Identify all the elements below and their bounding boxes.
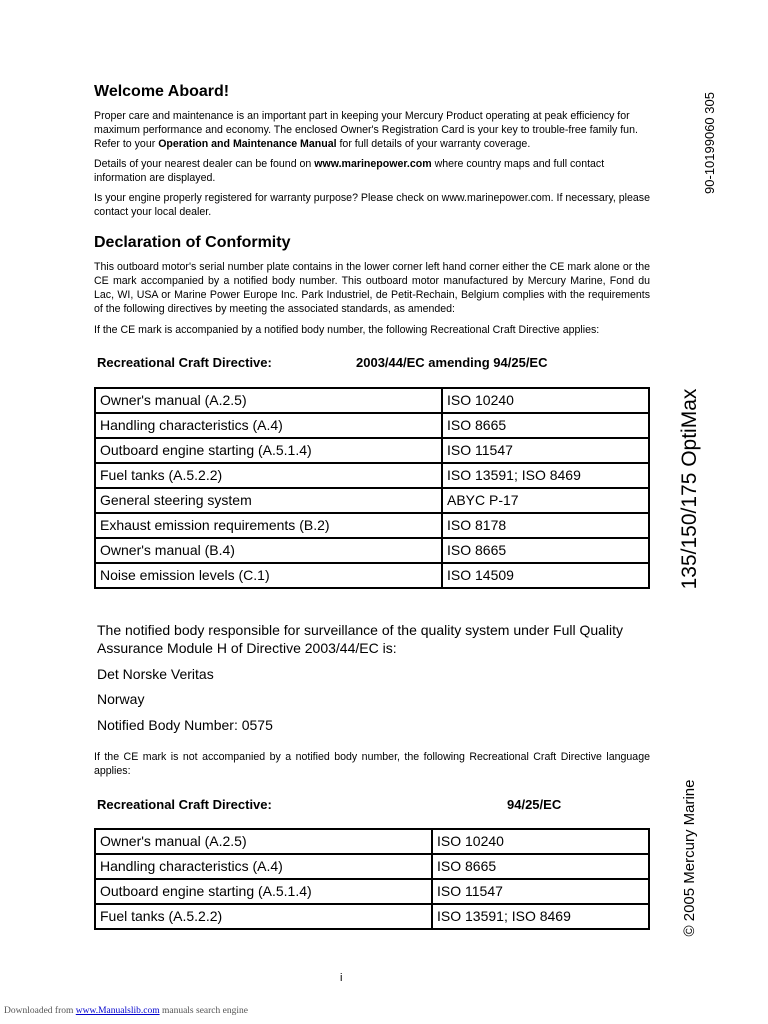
requirement-cell: Handling characteristics (A.4) — [95, 413, 442, 438]
requirement-cell: Owner's manual (A.2.5) — [95, 829, 432, 854]
table-row — [95, 879, 649, 904]
no-notified-body-note: If the CE mark is not accompanied by a notified body number, the following Recreational Craft Directive language applies: — [94, 751, 650, 777]
directive-1-value: 2003/44/EC amending 94/25/EC — [356, 355, 548, 370]
table-row — [95, 563, 649, 588]
standard-cell: ISO 13591; ISO 8469 — [432, 904, 649, 929]
directive-2-value: 94/25/EC — [507, 797, 562, 812]
declaration-title: Declaration of Conformity — [94, 234, 291, 251]
requirement-cell: General steering system — [95, 488, 442, 513]
download-footer: Downloaded from www.Manualslib.com manuals search engine — [4, 1006, 248, 1016]
welcome-title: Welcome Aboard! — [94, 83, 230, 100]
table-row — [95, 829, 649, 854]
requirement-cell: Owner's manual (A.2.5) — [95, 388, 442, 413]
standard-cell: ISO 13591; ISO 8469 — [442, 463, 649, 488]
page-number: i — [340, 972, 343, 984]
notified-body-name: Det Norske Veritas — [97, 666, 214, 682]
standards-table-2 — [94, 828, 650, 930]
standard-cell: ISO 8665 — [432, 854, 649, 879]
standard-cell: ISO 10240 — [432, 829, 649, 854]
table-row — [95, 538, 649, 563]
welcome-paragraph-3: Is your engine properly registered for warranty purpose? Please check on www.marinepower.com. If necessary, please contact your local dealer. — [94, 192, 650, 218]
table-row — [95, 438, 649, 463]
standard-cell: ISO 8178 — [442, 513, 649, 538]
standard-cell: ISO 10240 — [442, 388, 649, 413]
requirement-cell: Owner's manual (B.4) — [95, 538, 442, 563]
requirement-cell: Noise emission levels (C.1) — [95, 563, 442, 588]
declaration-paragraph: This outboard motor's serial number plate contains in the lower corner left hand corner either the CE mark alone or the CE mark accompanied by a notified body number. This outboard motor manufactured by Mercury Marine, Fond du Lac, WI, USA or Marine Power Europe Inc. Park Industriel, de Petit-Rechain, Belgium complies with the requirements of the following directives by meeting the associated standards, as amended: — [94, 261, 650, 315]
requirement-cell: Handling characteristics (A.4) — [95, 854, 432, 879]
requirement-cell: Fuel tanks (A.5.2.2) — [95, 904, 432, 929]
table-row — [95, 854, 649, 879]
requirement-cell: Fuel tanks (A.5.2.2) — [95, 463, 442, 488]
table-row — [95, 388, 649, 413]
table-row — [95, 513, 649, 538]
standard-cell: ISO 8665 — [442, 413, 649, 438]
standard-cell: ISO 11547 — [442, 438, 649, 463]
standards-table-1 — [94, 387, 650, 589]
model-vertical: 135/150/175 OptiMax — [678, 388, 701, 590]
notified-body-number: Notified Body Number: 0575 — [97, 717, 273, 733]
table-row — [95, 463, 649, 488]
requirement-cell: Exhaust emission requirements (B.2) — [95, 513, 442, 538]
standard-cell: ISO 11547 — [432, 879, 649, 904]
table-row — [95, 413, 649, 438]
standard-cell: ABYC P-17 — [442, 488, 649, 513]
part-number-vertical: 90-10199060 305 — [702, 92, 717, 194]
directive-1-label: Recreational Craft Directive: — [97, 355, 272, 370]
notified-body-country: Norway — [97, 691, 145, 707]
declaration-ce-note: If the CE mark is accompanied by a notified body number, the following Recreational Craft Directive applies: — [94, 324, 600, 336]
welcome-paragraph-2: Details of your nearest dealer can be found on www.marinepower.com where country maps and full contact information are displayed. — [94, 158, 605, 184]
standard-cell: ISO 8665 — [442, 538, 649, 563]
copyright-vertical: © 2005 Mercury Marine — [681, 779, 698, 937]
manualslib-link[interactable]: www.Manualslib.com — [75, 1006, 160, 1016]
notified-body-statement: The notified body responsible for surveillance of the quality system under Full Quality Assurance Module H of Directive 2003/44/EC is: — [97, 622, 624, 656]
requirement-cell: Outboard engine starting (A.5.1.4) — [95, 438, 442, 463]
welcome-paragraph-1: Proper care and maintenance is an important part in keeping your Mercury Product operating at peak efficiency for maximum performance and economy. The enclosed Owner's Registration Card is your key to trouble-free family fun. Refer to your Operation and Maintenance Manual for full details of your warranty coverage. — [94, 110, 638, 150]
directive-2-label: Recreational Craft Directive: — [97, 797, 272, 812]
standard-cell: ISO 14509 — [442, 563, 649, 588]
table-row — [95, 904, 649, 929]
requirement-cell: Outboard engine starting (A.5.1.4) — [95, 879, 432, 904]
table-row — [95, 488, 649, 513]
